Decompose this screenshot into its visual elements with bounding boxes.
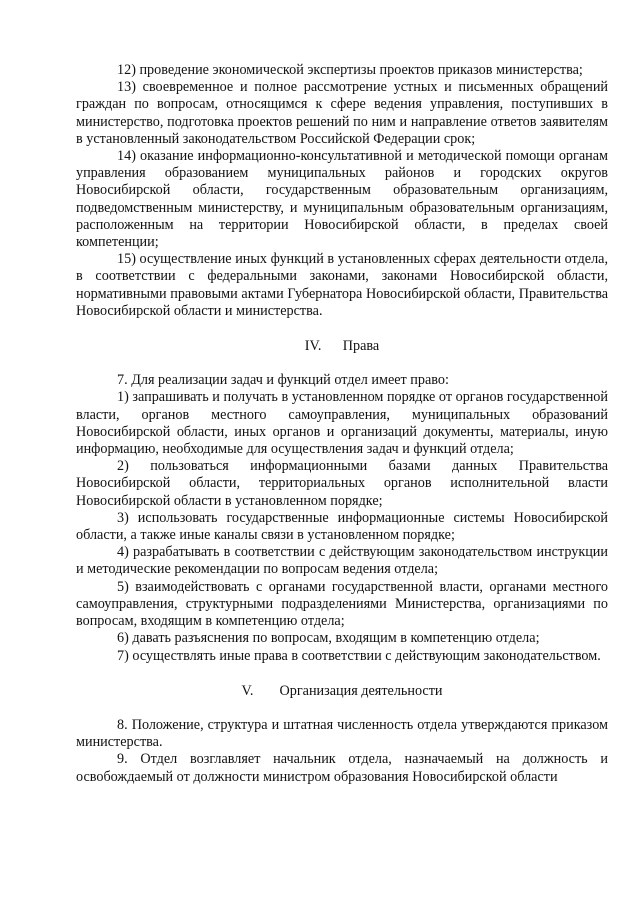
document-body [76,62,608,786]
section-heading [76,338,608,355]
section-title: Права [342,338,380,355]
paragraph: 2) пользоваться информационными базами данных Правительства Новосибирской области, территориальных органов исполнительной власти Новосибирской области в установленном порядке; [76,458,608,509]
paragraph: 7) осуществлять иные права в соответствии с действующим законодательством. [117,647,601,664]
paragraph: 14) оказание информационно-консультативной и методической помощи органам управления образованием муниципальных районов и городских округов Новосибирской области, государственным образовательным организациям, подведомственным министерству, и муниципальным образовательным организациям, расположенным на территории Новосибирской области, в пределах своей компетенции; [76,148,608,251]
paragraph: 15) осуществление иных функций в установленных сферах деятельности отдела, в соответствии с федеральными законами, законами Новосибирской области, нормативными правовыми актами Губернатора Новосибирской области, Правительства Новосибирской области и министерства. [76,251,608,319]
paragraph: 1) запрашивать и получать в установленном порядке от органов государственной власти, органов местного самоуправления, муниципальных образований Новосибирской области, иных органов и организаций документы, материалы, иную информацию, необходимые для осуществления задач и функций отдела; [76,389,608,458]
paragraph: 3) использовать государственные информационные системы Новосибирской области, а также иные каналы связи в установленном порядке; [76,509,608,544]
paragraph: 12) проведение экономической экспертизы проектов приказов министерства; [117,62,583,78]
paragraph: 6) давать разъяснения по вопросам, входящим в компетенцию отдела; [117,630,540,647]
section-heading [76,683,608,700]
paragraph: 8. Положение, структура и штатная численность отдела утверждаются приказом министерства. [76,716,608,751]
section-number: IV. [304,338,322,355]
paragraph: 7. Для реализации задач и функций отдел имеет право: [117,372,449,389]
paragraph: 9. Отдел возглавляет начальник отдела, назначаемый на должность и освобождаемый от должности министром образования Новосибирской области [76,751,608,785]
section-number: V. [241,682,254,699]
section-title: Организация деятельности [279,682,443,699]
paragraph: 4) разрабатывать в соответствии с действующим законодательством инструкции и методические рекомендации по вопросам ведения отдела; [76,544,608,578]
paragraph: 13) своевременное и полное рассмотрение устных и письменных обращений граждан по вопросам, относящимся к сфере ведения управления, поступивших в министерство, подготовка проектов решений по ним и направление ответов заявителям в установленный законодательством Российской Федерации срок; [76,79,608,147]
paragraph: 5) взаимодействовать с органами государственной власти, органами местного самоуправления, структурными подразделениями Министерства, организациями по вопросам, входящим в компетенцию отдела; [76,578,608,630]
